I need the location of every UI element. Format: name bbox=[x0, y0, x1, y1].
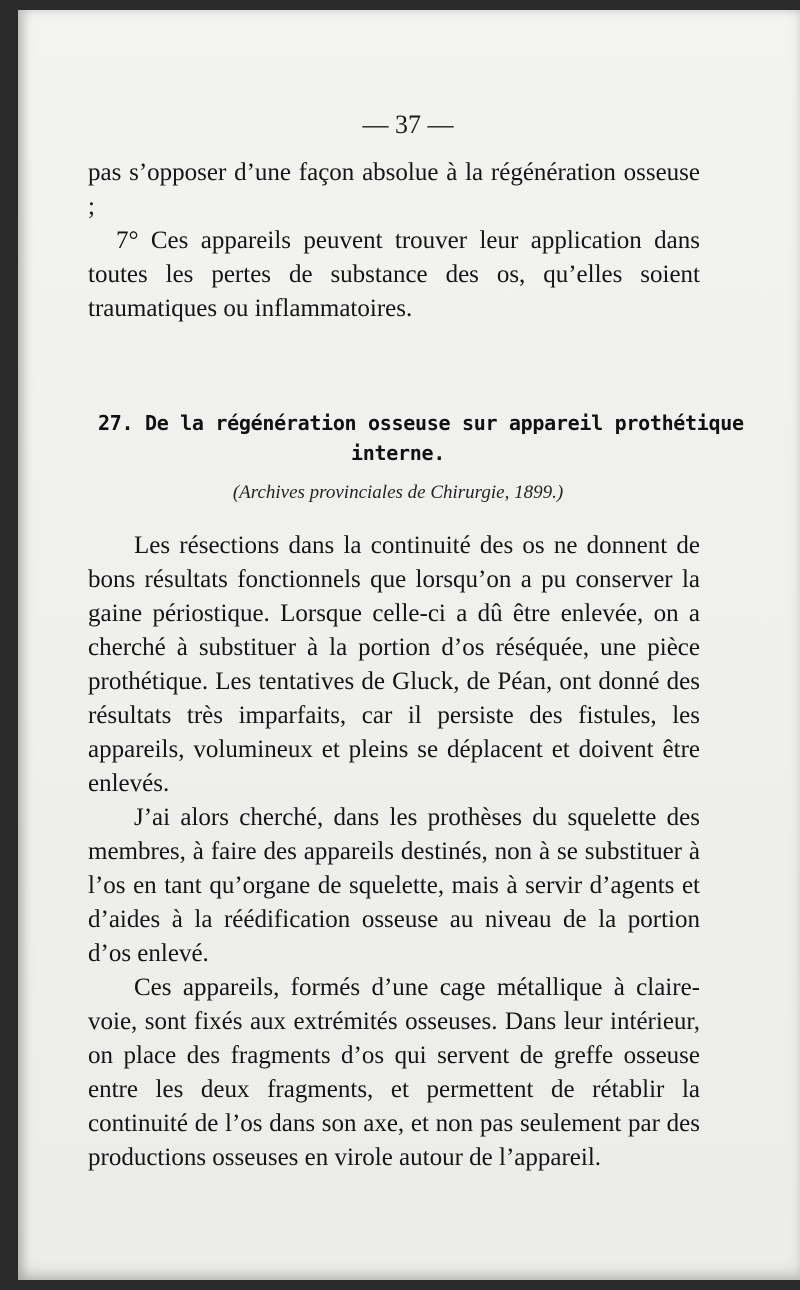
body-paragraph: Ces appareils, formés d’une cage métallique à claire-voie, sont fixés aux extrémités osseuses. Dans leur intérieur, on place des fragments d’os qui servent de greffe osseuse entre les deux fragments, et permettent de rétablir la continuité de l’os dans son axe, et non pas seulement par des productions osseuses en virole autour de l’appareil. bbox=[88, 974, 700, 1171]
body-text bbox=[88, 529, 700, 1175]
intro-paragraph: 7° Ces appareils peuvent trouver leur application dans toutes les pertes de substance des os, qu’elles soient traumatiques ou inflammatoires. bbox=[88, 227, 700, 322]
page-number: — 37 — bbox=[362, 110, 454, 139]
body-paragraph: Les résections dans la continuité des os ne donnent de bons résultats fonctionnels que lorsqu’on a pu conserver la gaine périostique. Lorsque celle-ci a dû être enlevée, on a cherché à substituer à la portion d’os réséquée, une pièce prothétique. Les tentatives de Gluck, de Péan, ont donné des résultats très imparfaits, car il persiste des fistules, les appareils, volumineux et pleins se déplacent et doivent être enlevés. bbox=[88, 532, 700, 797]
body-paragraph: J’ai alors cherché, dans les prothèses du squelette des membres, à faire des appareils destinés, non à se substituer à l’os en tant qu’organe de squelette, mais à servir d’agents et d’aides à la réédification osseuse au niveau de la portion d’os enlevé. bbox=[88, 804, 700, 967]
book-page bbox=[18, 10, 800, 1280]
entry-heading bbox=[98, 408, 744, 468]
intro-paragraph: pas s’opposer d’une façon absolue à la régénération osseuse ; bbox=[88, 159, 700, 220]
entry-source-citation: (Archives provinciales de Chirurgie, 1899.) bbox=[232, 482, 564, 503]
entry-heading-line: interne. bbox=[351, 441, 445, 465]
intro-text bbox=[88, 156, 700, 326]
entry-heading-line: 27. De la régénération osseuse sur appareil prothétique bbox=[98, 411, 744, 435]
